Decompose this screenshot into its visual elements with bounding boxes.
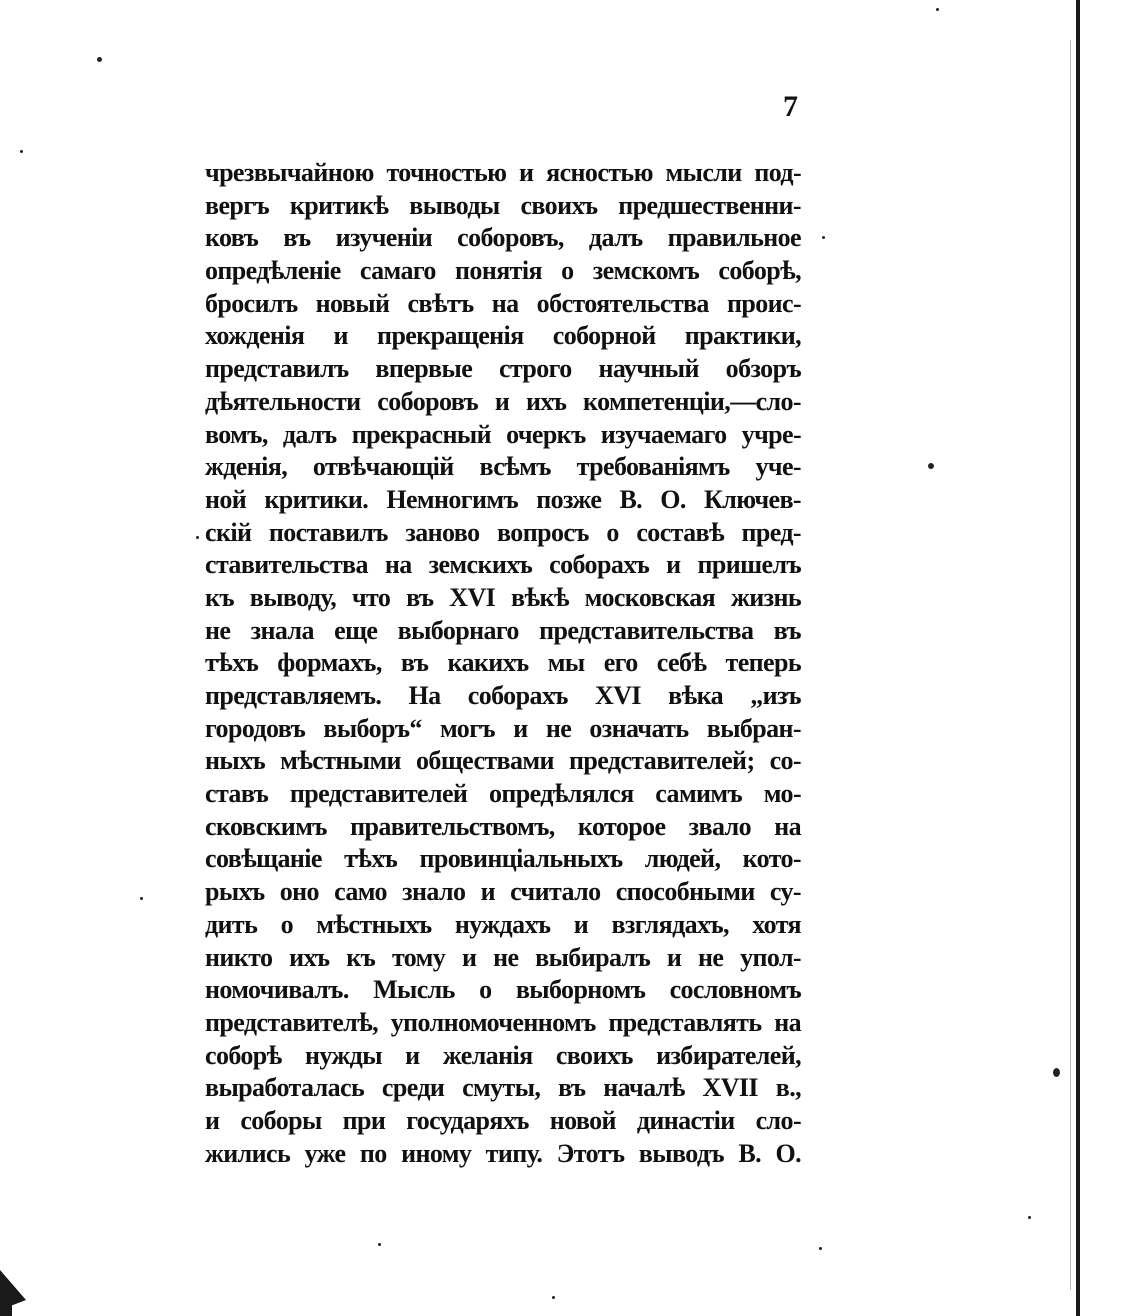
scan-speck (928, 463, 934, 469)
body-text (205, 157, 801, 1170)
text-line: представителѣ, уполномоченномъ представлять на (205, 1007, 801, 1037)
text-line: жденія, отвѣчающій всѣмъ требованіямъ уче- (205, 452, 801, 482)
text-line: ставъ представителей опредѣлялся самимъ мо- (205, 779, 801, 809)
text-line: ной критики. Немногимъ позже В. О. Ключев- (205, 484, 801, 514)
text-line: вергъ критикѣ выводы своихъ предшественни- (205, 190, 801, 220)
text-line: жились уже по иному типу. Этотъ выводъ В. О. (205, 1138, 801, 1168)
text-line: чрезвычайною точностью и ясностью мысли под- (205, 158, 801, 187)
text-line: представилъ впервые строго научный обзоръ (205, 354, 801, 384)
text-line: представляемъ. На соборахъ XVI вѣка „изъ (205, 681, 801, 710)
scan-speck (140, 897, 143, 900)
scan-corner-bar (0, 1296, 12, 1316)
text-line: ковъ въ изученіи соборовъ, далъ правильное (205, 223, 801, 253)
text-line: и соборы при государяхъ новой династіи сло- (205, 1105, 801, 1135)
scan-speck (1053, 1068, 1060, 1077)
text-line: ставительства на земскихъ соборахъ и пришелъ (205, 550, 801, 580)
scan-speck (378, 1243, 381, 1246)
text-line: опредѣленіе самаго понятія о земскомъ соборѣ, (205, 256, 801, 286)
text-line: дѣятельности соборовъ и ихъ компетенціи,—сло- (205, 386, 801, 416)
scan-speck (1028, 1216, 1031, 1219)
text-line: соборѣ нужды и желанія своихъ избирателей, (205, 1040, 801, 1070)
page-edge-rule (1076, 0, 1080, 1316)
scan-speck (20, 150, 23, 153)
page-number: 7 (783, 90, 798, 123)
text-line: скій поставилъ заново вопросъ о составѣ пред- (205, 517, 801, 547)
text-line: бросилъ новый свѣтъ на обстоятельства проис- (205, 288, 801, 318)
text-line: номочивалъ. Мысль о выборномъ сословномъ (205, 975, 801, 1005)
scan-speck (822, 236, 825, 239)
text-line: никто ихъ къ тому и не выбиралъ и не упол- (205, 942, 801, 972)
text-line: сковскимъ правительствомъ, которое звало на (205, 811, 801, 841)
scan-speck (552, 1296, 555, 1299)
text-line: ныхъ мѣстными обществами представителей; со- (205, 746, 801, 776)
scan-speck (97, 57, 102, 62)
text-line: городовъ выборъ“ могъ и не означать выбран- (205, 713, 801, 743)
text-line: выработалась среди смуты, въ началѣ XVII в., (205, 1073, 801, 1103)
text-line: къ выводу, что въ XVI вѣкѣ московская жизнь (205, 582, 801, 612)
text-line: совѣщаніе тѣхъ провинціальныхъ людей, кото- (205, 844, 801, 874)
scan-speck (819, 1247, 822, 1250)
page-edge-shadow (1070, 40, 1071, 1290)
text-line: рыхъ оно само знало и считало способными су- (205, 877, 801, 907)
text-line: дить о мѣстныхъ нуждахъ и взглядахъ, хотя (205, 909, 801, 939)
text-line: тѣхъ формахъ, въ какихъ мы его себѣ теперь (205, 648, 801, 678)
text-line: вомъ, далъ прекрасный очеркъ изучаемаго учре- (205, 419, 801, 449)
text-line: хожденія и прекращенія соборной практики, (205, 321, 801, 351)
text-line: не знала еще выборнаго представительства въ (205, 615, 801, 645)
scan-speck (936, 8, 939, 11)
scan-speck (196, 536, 199, 539)
